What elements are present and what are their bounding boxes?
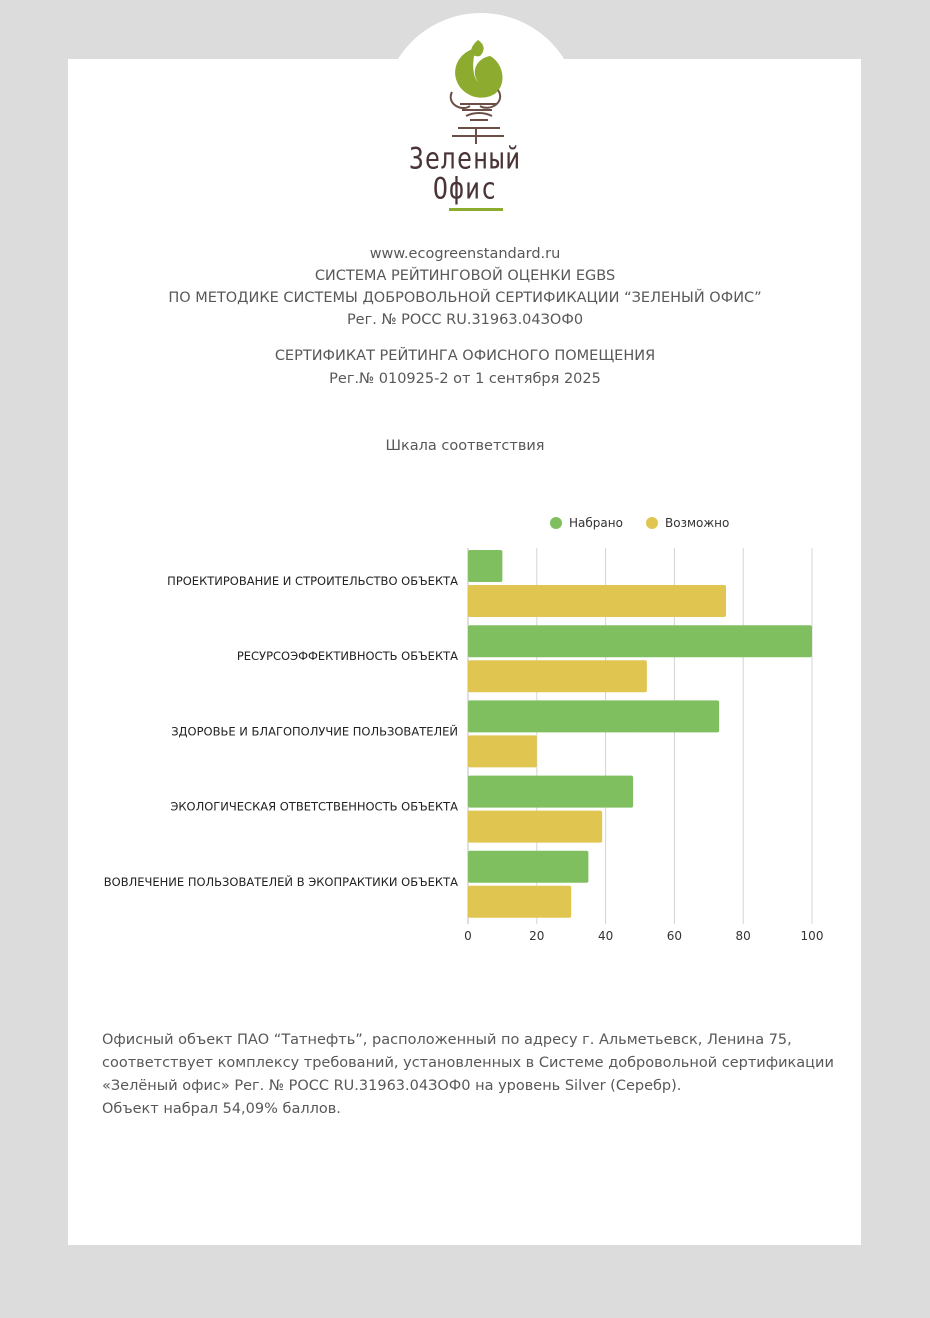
legend-swatch — [550, 517, 562, 529]
bar — [468, 776, 633, 808]
logo-word-line1: Зеленый — [408, 141, 522, 176]
conclusion-line-2: соответствует комплексу требований, установленных в Системе добровольной сертификации — [102, 1055, 834, 1071]
category-label: РЕСУРСОЭФФЕКТИВНОСТЬ ОБЪЕКТА — [236, 649, 458, 664]
category-label: ВОВЛЕЧЕНИЕ ПОЛЬЗОВАТЕЛЕЙ В ЭКОПРАКТИКИ ОБЪЕКТА — [103, 874, 458, 889]
bar — [468, 550, 502, 582]
conclusion-line-4: Объект набрал 54,09% баллов. — [102, 1101, 341, 1117]
legend-swatch — [646, 517, 658, 529]
certificate-number: Рег.№ 010925-2 от 1 сентября 2025 — [329, 371, 601, 387]
bar — [468, 886, 571, 918]
category-label: ПРОЕКТИРОВАНИЕ И СТРОИТЕЛЬСТВО ОБЪЕКТА — [167, 574, 458, 588]
conclusion-line-1: Офисный объект ПАО “Татнефть”, расположенный по адресу г. Альметьевск, Ленина 75, — [102, 1032, 792, 1048]
bar — [468, 700, 719, 732]
certificate-title: СЕРТИФИКАТ РЕЙТИНГА ОФИСНОГО ПОМЕЩЕНИЯ — [274, 348, 656, 364]
logo-word-line2: Офис — [432, 171, 498, 206]
bar — [468, 811, 602, 843]
x-tick-label: 60 — [666, 929, 683, 943]
bar — [468, 660, 647, 692]
chart-title: Шкала соответствия — [385, 438, 545, 454]
category-label: ЭКОЛОГИЧЕСКАЯ ОТВЕТСТВЕННОСТЬ ОБЪЕКТА — [170, 799, 458, 814]
registration-line: Рег. № РОСС RU.31963.04ЗОФ0 — [346, 312, 584, 328]
x-tick-label: 80 — [735, 929, 751, 943]
website-url: www.ecogreenstandard.ru — [369, 246, 561, 262]
methodology-line: ПО МЕТОДИКЕ СИСТЕМЫ ДОБРОВОЛЬНОЙ СЕРТИФИКАЦИИ “ЗЕЛЕНЫЙ ОФИС” — [168, 290, 762, 306]
x-tick-label: 20 — [529, 929, 545, 943]
bar — [468, 851, 588, 883]
x-tick-label: 40 — [597, 929, 614, 943]
category-label: ЗДОРОВЬЕ И БЛАГОПОЛУЧИЕ ПОЛЬЗОВАТЕЛЕЙ — [171, 724, 458, 739]
system-title: СИСТЕМА РЕЙТИНГОВОЙ ОЦЕНКИ EGBS — [314, 268, 616, 284]
legend-label: Набрано — [569, 516, 623, 530]
bar — [468, 585, 726, 617]
bar — [468, 735, 537, 767]
conclusion-line-3: «Зелёный офис» Рег. № РОСС RU.31963.04ЗОФ0 на уровень Silver (Серебр). — [102, 1078, 682, 1094]
bar — [468, 625, 812, 657]
x-tick-label: 0 — [464, 929, 472, 943]
legend-label: Возможно — [665, 516, 730, 530]
x-tick-label: 100 — [800, 929, 824, 943]
